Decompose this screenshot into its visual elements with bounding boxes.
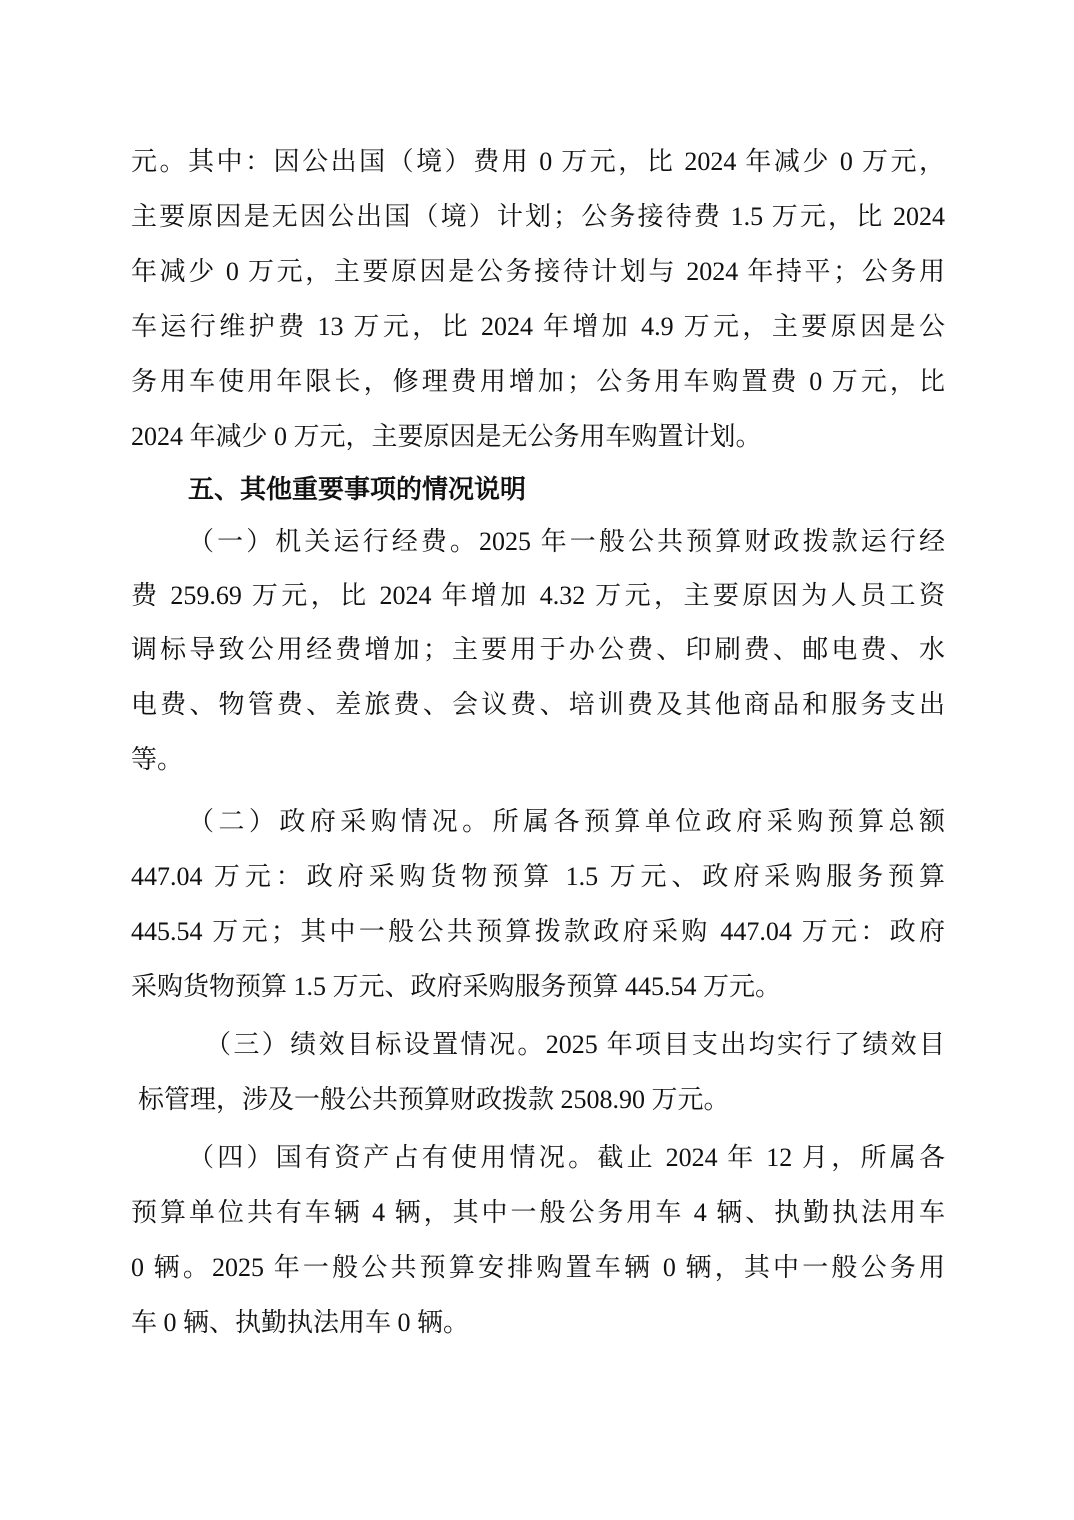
text-line: （二）政府采购情况。所属各预算单位政府采购预算总额 (188, 807, 945, 836)
text-line: （一）机关运行经费。2025 年一般公共预算财政拨款运行经 (188, 527, 945, 556)
text-line: 年减少 0 万元，主要原因是公务接待计划与 2024 年持平；公务用 (131, 257, 945, 286)
text-line: （三）绩效目标设置情况。2025 年项目支出均实行了绩效目 (205, 1030, 945, 1059)
text-line: 预算单位共有车辆 4 辆，其中一般公务用车 4 辆、执勤执法用车 (131, 1198, 945, 1227)
text-line: 445.54 万元；其中一般公共预算拨款政府采购 447.04 万元：政府 (131, 917, 945, 946)
text-line: 调标导致公用经费增加；主要用于办公费、印刷费、邮电费、水 (131, 635, 945, 664)
text-line: 447.04 万元：政府采购货物预算 1.5 万元、政府采购服务预算 (131, 862, 945, 891)
text-line: 车运行维护费 13 万元，比 2024 年增加 4.9 万元，主要原因是公 (131, 312, 945, 341)
text-line: 车 0 辆、执勤执法用车 0 辆。 (131, 1308, 470, 1337)
text-line: （四）国有资产占有使用情况。截止 2024 年 12 月，所属各 (188, 1143, 945, 1172)
text-line: 0 辆。2025 年一般公共预算安排购置车辆 0 辆，其中一般公务用 (131, 1253, 945, 1282)
text-line: 标管理，涉及一般公共预算财政拨款 2508.90 万元。 (138, 1085, 730, 1114)
text-line: 电费、物管费、差旅费、会议费、培训费及其他商品和服务支出 (131, 690, 945, 719)
text-line: 2024 年减少 0 万元，主要原因是无公务用车购置计划。 (131, 422, 762, 451)
text-line: 费 259.69 万元，比 2024 年增加 4.32 万元，主要原因为人员工资 (131, 581, 945, 610)
text-line: 元。其中：因公出国（境）费用 0 万元，比 2024 年减少 0 万元， (131, 147, 945, 176)
section-heading: 五、其他重要事项的情况说明 (188, 475, 527, 504)
text-line: 务用车使用年限长，修理费用增加；公务用车购置费 0 万元，比 (131, 367, 945, 396)
text-line: 主要原因是无因公出国（境）计划；公务接待费 1.5 万元，比 2024 (131, 202, 945, 231)
text-line: 等。 (131, 745, 184, 774)
text-line: 采购货物预算 1.5 万元、政府采购服务预算 445.54 万元。 (131, 972, 782, 1001)
